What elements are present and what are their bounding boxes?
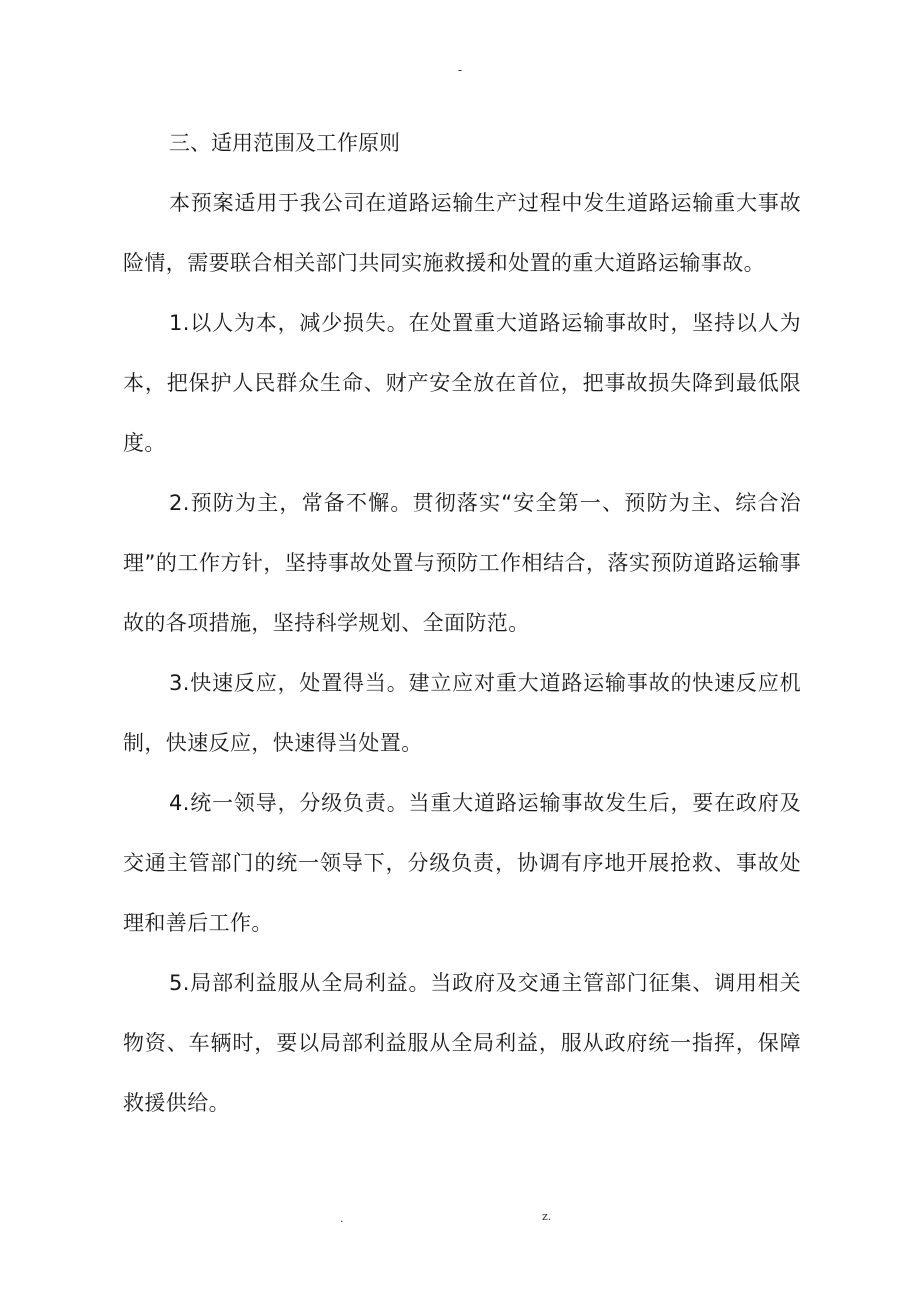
footer-right-mark: z. — [542, 1210, 552, 1223]
paragraph-principle-3: 3.快速反应，处置得当。建立应对重大道路运输事故的快速反应机制，快速反应，快速得当处置。 — [123, 671, 801, 755]
paragraph-principle-5: 5.局部利益服从全局利益。当政府及交通主管部门征集、调用相关物资、车辆时，要以局部利益服从全局利益，服从政府统一指挥，保障救援供给。 — [123, 971, 801, 1115]
document-body — [123, 113, 801, 1133]
paragraph-principle-4: 4.统一领导，分级负责。当重大道路运输事故发生后，要在政府及交通主管部门的统一领导下，分级负责，协调有序地开展抢救、事故处理和善后工作。 — [123, 791, 801, 935]
page-header-mark: - — [457, 63, 463, 77]
paragraph-scope: 本预案适用于我公司在道路运输生产过程中发生道路运输重大事故险情，需要联合相关部门共同实施救援和处置的重大道路运输事故。 — [123, 191, 801, 275]
paragraph-principle-2: 2.预防为主，常备不懈。贯彻落实“安全第一、预防为主、综合治理”的工作方针，坚持事故处置与预防工作相结合，落实预防道路运输事故的各项措施，坚持科学规划、全面防范。 — [123, 491, 801, 635]
paragraph-principle-1: 1.以人为本，减少损失。在处置重大道路运输事故时，坚持以人为本，把保护人民群众生命、财产安全放在首位，把事故损失降到最低限度。 — [123, 311, 801, 455]
section-title: 三、适用范围及工作原则 — [169, 131, 400, 155]
footer-left-mark: . — [340, 1212, 344, 1225]
